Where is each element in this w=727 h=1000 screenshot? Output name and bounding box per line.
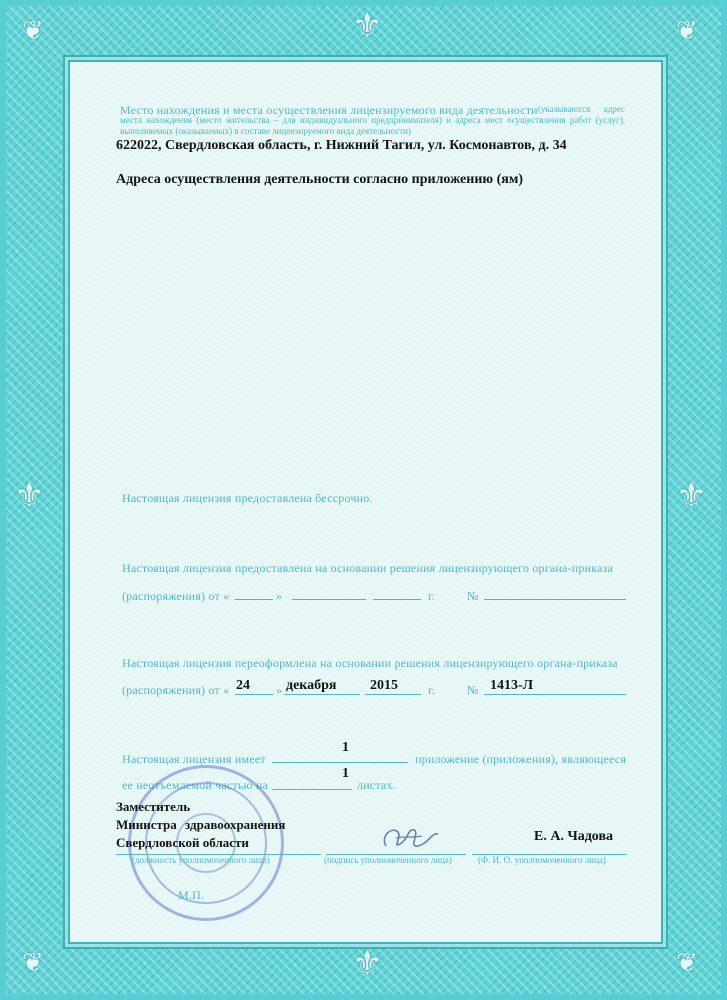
reissue-number-label: № <box>467 683 479 697</box>
reissue-month-field <box>284 694 360 695</box>
annexes-count: 1 <box>342 740 349 755</box>
fleur-de-lis-icon: ⚜ <box>352 946 383 983</box>
signatory-name: Е. А. Чадова <box>534 829 614 844</box>
fleur-de-lis-icon: ⚜ <box>14 478 45 515</box>
caption-signature: (подпись уполномоченного лица) <box>324 855 452 865</box>
reissue-line-1: Настоящая лицензия переоформлена на основании решения лицензирующего органа-приказа <box>122 656 618 670</box>
annexes-sheets-suffix: листах. <box>357 778 396 792</box>
grant-number-field <box>484 599 626 600</box>
reissue-year-field <box>365 694 421 695</box>
signatory-title-2: Министра здравоохранения <box>116 817 286 832</box>
handwritten-signature <box>378 818 448 858</box>
corner-ornament-icon: ❦ <box>676 948 698 977</box>
annexes-suffix: приложение (приложения), являющееся <box>415 752 627 766</box>
corner-ornament-icon: ❦ <box>22 16 44 45</box>
reissue-month: декабря <box>286 678 337 693</box>
grant-month-field <box>292 599 366 600</box>
grant-day-field <box>235 599 273 600</box>
grant-number-label: № <box>467 589 479 603</box>
annexes-sheets-field <box>272 789 352 790</box>
caption-name: (Ф. И. О. уполномоченного лица) <box>478 855 606 865</box>
signatory-title-3: Свердловской области <box>116 835 249 850</box>
reissue-quote-close: » <box>276 683 283 697</box>
fleur-de-lis-icon: ⚜ <box>352 8 383 45</box>
reissue-number: 1413-Л <box>490 678 534 693</box>
grant-quote-close: » <box>276 589 283 603</box>
validity-text: Настоящая лицензия предоставлена бессрочно. <box>122 491 373 505</box>
signatory-title-1: Заместитель <box>116 799 191 814</box>
reissue-day: 24 <box>236 678 250 693</box>
annexes-line-2-prefix: ее неотъемлемой частью на <box>122 778 269 792</box>
address-section-note: (указываются адрес места нахождения (место жительства – для индивидуального предпринимателя) и адреса мест осуществления работ (услуг), выполняемых (оказываемых) в составе лицензируемого вида деятельности) <box>120 104 625 136</box>
reissue-number-field <box>484 694 626 695</box>
caption-position: (должность уполномоченного лица) <box>132 855 270 865</box>
main-address: 622022, Свердловская область, г. Нижний Тагил, ул. Космонавтов, д. 34 <box>116 138 567 153</box>
grant-line-2-prefix: (распоряжения) от « <box>122 589 230 603</box>
grant-year-field <box>373 599 421 600</box>
fleur-de-lis-icon: ⚜ <box>676 478 707 515</box>
annex-address: Адреса осуществления деятельности согласно приложению (ям) <box>116 172 524 187</box>
reissue-line-2-prefix: (распоряжения) от « <box>122 683 230 697</box>
reissue-year: 2015 <box>370 678 398 693</box>
grant-year-suffix: г. <box>428 589 435 603</box>
corner-ornament-icon: ❦ <box>676 16 698 45</box>
stamp-place-label: М.П. <box>178 888 205 902</box>
grant-line-1: Настоящая лицензия предоставлена на основании решения лицензирующего органа-приказа <box>122 561 614 575</box>
reissue-day-field <box>235 694 273 695</box>
annexes-prefix: Настоящая лицензия имеет <box>122 752 266 766</box>
address-section-title: Место нахождения и места осуществления лицензируемого вида деятельности <box>120 103 538 117</box>
annexes-sheets: 1 <box>342 766 349 781</box>
corner-ornament-icon: ❦ <box>22 948 44 977</box>
annexes-count-field <box>272 762 408 763</box>
reissue-year-suffix: г. <box>428 683 435 697</box>
